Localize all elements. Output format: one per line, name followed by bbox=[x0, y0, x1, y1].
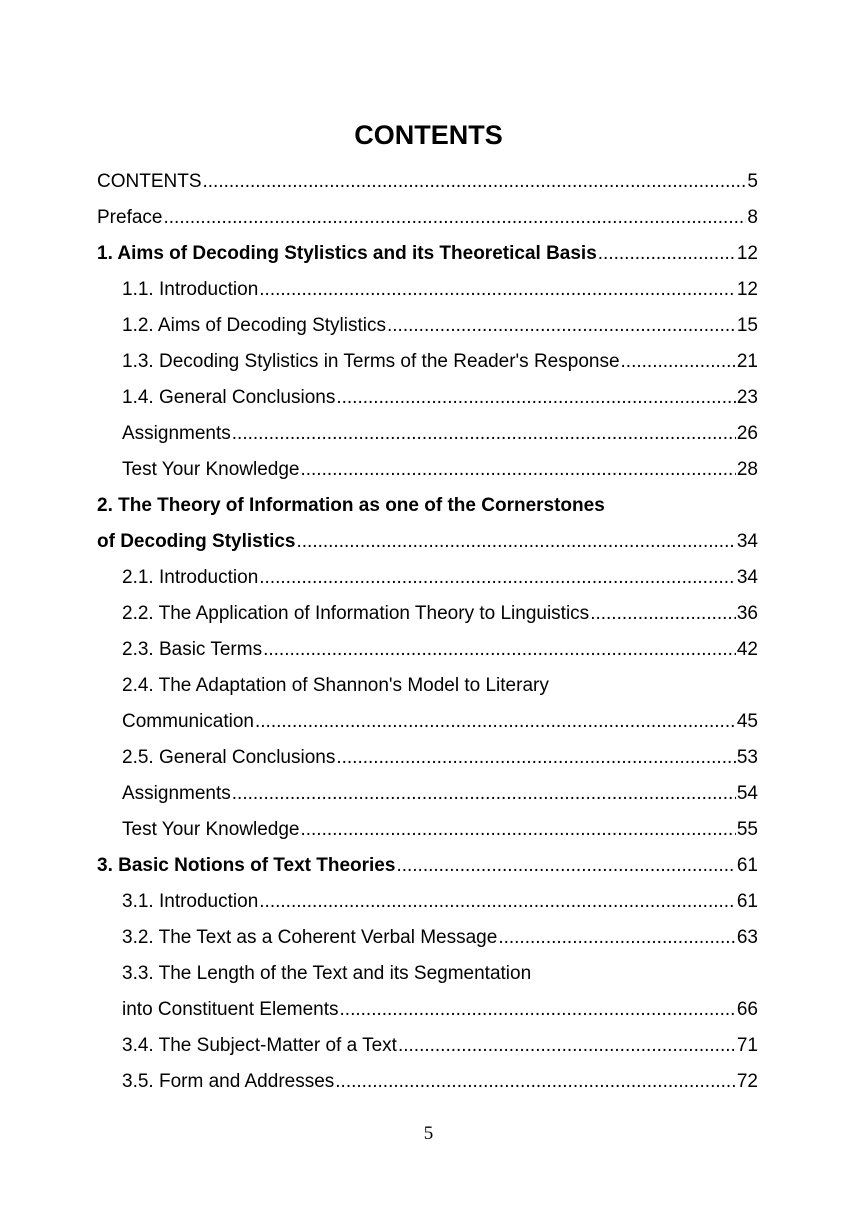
toc-entry bbox=[97, 776, 758, 812]
dot-leader bbox=[621, 351, 736, 373]
toc-entry bbox=[97, 488, 758, 524]
dot-leader bbox=[387, 315, 736, 337]
toc-entry-title: 1.1. Introduction bbox=[122, 279, 259, 300]
toc-entry bbox=[97, 236, 758, 272]
toc-entry-page-number: 54 bbox=[736, 783, 758, 804]
dot-leader bbox=[340, 999, 736, 1021]
dot-leader bbox=[396, 855, 735, 877]
toc-entry bbox=[97, 992, 758, 1028]
toc-entry-title: 1.4. General Conclusions bbox=[122, 387, 336, 408]
toc-entry bbox=[97, 272, 758, 308]
toc-entry-page-number: 8 bbox=[747, 207, 758, 228]
toc-entry-page-number: 21 bbox=[736, 351, 758, 372]
toc-entry-title: Preface bbox=[97, 207, 163, 228]
toc-entry-page-number: 36 bbox=[736, 603, 758, 624]
dot-leader bbox=[259, 567, 736, 589]
toc-entry-page-number: 23 bbox=[736, 387, 758, 408]
toc-entry-page-number: 63 bbox=[736, 927, 758, 948]
toc-entry-page-number: 34 bbox=[736, 531, 758, 552]
toc-entry-page-number: 61 bbox=[736, 891, 758, 912]
toc-entry bbox=[97, 596, 758, 632]
toc-entry-page-number: 55 bbox=[736, 819, 758, 840]
toc-entry bbox=[97, 848, 758, 884]
toc-entry-title: 1.2. Aims of Decoding Stylistics bbox=[122, 315, 386, 336]
dot-leader bbox=[335, 1071, 736, 1093]
toc-entry bbox=[97, 920, 758, 956]
toc-entry bbox=[97, 668, 758, 704]
dot-leader bbox=[300, 459, 735, 481]
toc-entry-page-number: 12 bbox=[736, 243, 758, 264]
toc-entry-title: of Decoding Stylistics bbox=[97, 531, 296, 552]
dot-leader bbox=[336, 387, 736, 409]
toc-entry bbox=[97, 416, 758, 452]
dot-leader bbox=[203, 171, 747, 193]
dot-leader bbox=[498, 927, 736, 949]
dot-leader bbox=[263, 639, 736, 661]
toc-entry bbox=[97, 1028, 758, 1064]
toc-entry-title: Communication bbox=[122, 711, 254, 732]
toc-entry-page-number: 5 bbox=[747, 171, 758, 192]
dot-leader bbox=[336, 747, 736, 769]
toc-entry-title: Test Your Knowledge bbox=[122, 459, 300, 480]
dot-leader bbox=[598, 243, 736, 265]
dot-leader bbox=[232, 423, 736, 445]
toc-entry-title: 2.4. The Adaptation of Shannon's Model to Literary bbox=[122, 675, 549, 696]
toc-entry-title: 3.1. Introduction bbox=[122, 891, 259, 912]
toc-entry bbox=[97, 956, 758, 992]
toc-entry bbox=[97, 560, 758, 596]
toc-entry-page-number: 66 bbox=[736, 999, 758, 1020]
toc-entry bbox=[97, 200, 758, 236]
toc-entry-title: 2.2. The Application of Information Theory to Linguistics bbox=[122, 603, 590, 624]
toc-entry-title: 2. The Theory of Information as one of the Cornerstones bbox=[97, 495, 605, 516]
toc-entry bbox=[97, 524, 758, 560]
dot-leader bbox=[296, 531, 735, 553]
toc-entry-page-number: 26 bbox=[736, 423, 758, 444]
toc-entry bbox=[97, 344, 758, 380]
toc-entry bbox=[97, 1064, 758, 1100]
toc-entry bbox=[97, 164, 758, 200]
toc-entry-title: 2.1. Introduction bbox=[122, 567, 259, 588]
toc-entry-title: Assignments bbox=[122, 783, 231, 804]
toc-entry-title: 1.3. Decoding Stylistics in Terms of the Reader's Response bbox=[122, 351, 620, 372]
toc-entry-page-number: 71 bbox=[736, 1035, 758, 1056]
toc-entry-title: Test Your Knowledge bbox=[122, 819, 300, 840]
dot-leader bbox=[259, 891, 736, 913]
toc-entry-title: 3.5. Form and Addresses bbox=[122, 1071, 335, 1092]
dot-leader bbox=[300, 819, 735, 841]
dot-leader bbox=[590, 603, 736, 625]
toc-entry-page-number: 12 bbox=[736, 279, 758, 300]
toc-entry-page-number: 28 bbox=[736, 459, 758, 480]
toc-entry-title: 3.3. The Length of the Text and its Segmentation bbox=[122, 963, 532, 984]
dot-leader bbox=[232, 783, 736, 805]
toc-entry-page-number: 42 bbox=[736, 639, 758, 660]
page-title: CONTENTS bbox=[354, 120, 503, 150]
toc-entry-title: 2.5. General Conclusions bbox=[122, 747, 336, 768]
toc-entry-title: 3.4. The Subject-Matter of a Text bbox=[122, 1035, 397, 1056]
toc-entry-page-number: 15 bbox=[736, 315, 758, 336]
table-of-contents bbox=[97, 164, 758, 1100]
toc-entry-title: Assignments bbox=[122, 423, 231, 444]
toc-entry-title: 3. Basic Notions of Text Theories bbox=[97, 855, 396, 876]
toc-entry-page-number: 45 bbox=[736, 711, 758, 732]
toc-entry-page-number: 34 bbox=[736, 567, 758, 588]
toc-entry bbox=[97, 812, 758, 848]
page-number: 5 bbox=[423, 1123, 434, 1144]
toc-entry-title: 3.2. The Text as a Coherent Verbal Message bbox=[122, 927, 498, 948]
toc-entry bbox=[97, 884, 758, 920]
toc-entry-page-number: 61 bbox=[736, 855, 758, 876]
toc-entry-title: 1. Aims of Decoding Stylistics and its Theoretical Basis bbox=[97, 243, 597, 264]
toc-entry-title: 2.3. Basic Terms bbox=[122, 639, 263, 660]
toc-entry-title: CONTENTS bbox=[97, 171, 202, 192]
toc-entry bbox=[97, 740, 758, 776]
toc-entry-page-number: 72 bbox=[736, 1071, 758, 1092]
toc-entry-title: into Constituent Elements bbox=[122, 999, 339, 1020]
dot-leader bbox=[398, 1035, 736, 1057]
dot-leader bbox=[255, 711, 736, 733]
dot-leader bbox=[259, 279, 736, 301]
toc-entry bbox=[97, 632, 758, 668]
toc-entry-page-number: 53 bbox=[736, 747, 758, 768]
toc-entry bbox=[97, 308, 758, 344]
dot-leader bbox=[163, 207, 746, 229]
toc-entry bbox=[97, 704, 758, 740]
toc-entry bbox=[97, 452, 758, 488]
toc-entry bbox=[97, 380, 758, 416]
